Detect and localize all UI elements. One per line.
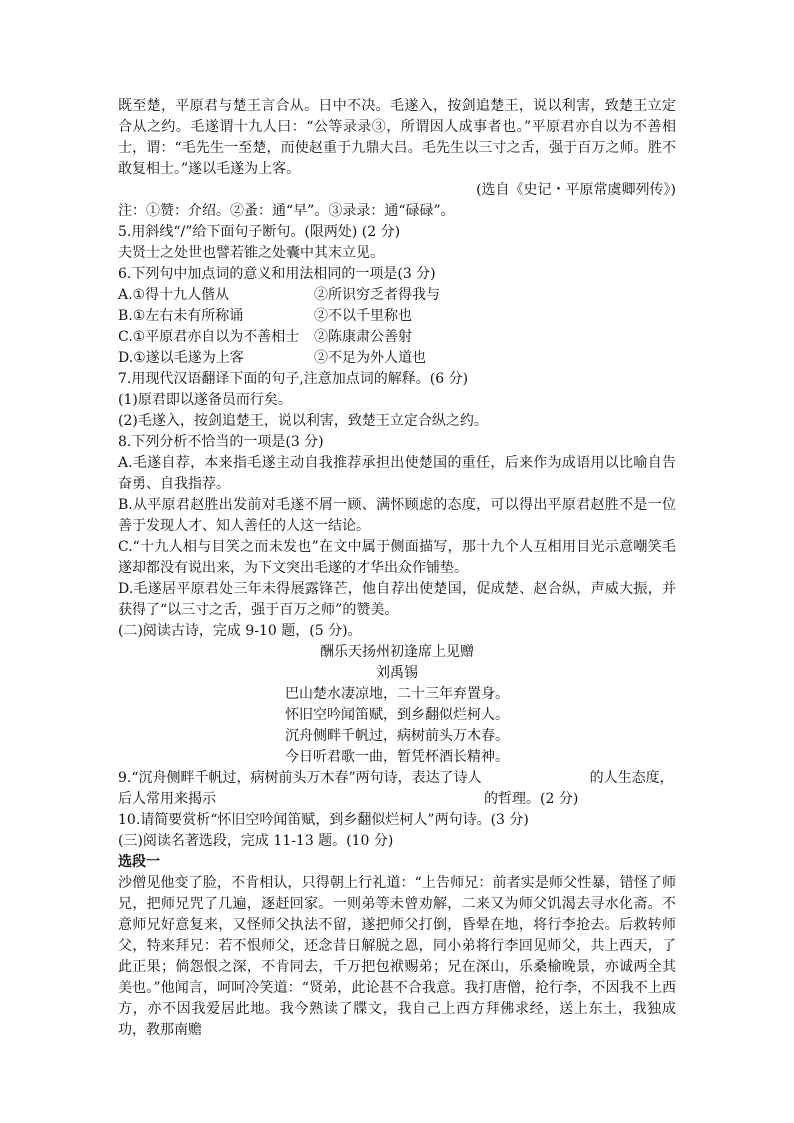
poem-line: 今日听君歌一曲，暂凭杯酒长精神。 (285, 749, 509, 765)
document-page (118, 96, 676, 1041)
q6-option-d-1: D.①遂以毛遂为上客 (118, 350, 244, 366)
passage-source: (选自《史记・平原常虞卿列传》) (476, 182, 676, 198)
q5-stem: 5.用斜线“/”给下面句子断句。(限两处) (2 分) (118, 224, 401, 240)
q9-part-3: 后人常用来揭示 (118, 791, 216, 807)
q7-stem: 7.用现代汉语翻译下面的句子,注意加点词的解释。(6 分) (118, 371, 469, 387)
q6-option-a-1: A.①得十九人偕从 (118, 287, 230, 303)
q6-option-b-2: ②不以千里称也 (314, 308, 412, 324)
q8-option-b: B.从平原君赵胜出发前对毛遂不屑一顾、满怀顾虑的态度，可以得出平原君赵胜不是一位善于发现人才、知人善任的人这一结论。 (118, 497, 676, 534)
q9-line-1 (118, 768, 676, 789)
q9-line-2 (118, 789, 676, 810)
q9-part-2: 的人生态度， (589, 770, 674, 786)
q6-option-b (118, 306, 676, 327)
q8-option-a: A.毛遂自荐，本来指毛遂主动自我推荐承担出使楚国的重任，后来作为成语用以比喻自告奋勇、自我指荐。 (118, 455, 676, 492)
q6-option-d (118, 348, 676, 369)
poem-line: 巴山楚水凄凉地，二十三年弃置身。 (285, 686, 509, 702)
q5-sentence: 夫贤士之处世也譬若锥之处囊中其末立见。 (118, 245, 384, 261)
poem-line: 沉舟侧畔千帆过，病树前头万木春。 (285, 728, 509, 744)
q8-stem: 8.下列分析不恰当的一项是(3 分) (118, 434, 324, 450)
poem-line: 怀旧空吟闻笛赋，到乡翻似烂柯人。 (285, 707, 509, 723)
q8-option-c: C.“十九人相与目笑之而未发也”在文中属于侧面描写，那十九个人互相用目光示意嘲笑毛遂却都没有说出来，为下文突出毛遂的才华出众作铺垫。 (118, 539, 676, 576)
q10-stem: 10.请简要赏析“怀旧空吟闻笛赋，到乡翻似烂柯人”两句诗。(3 分) (118, 812, 529, 828)
q6-stem: 6.下列句中加点词的意义和用法相同的一项是(3 分) (118, 266, 436, 282)
poem-author: 刘禹锡 (376, 665, 418, 681)
section2-heading: (二)阅读古诗，完成 9-10 题，(5 分)。 (118, 623, 362, 639)
q6-option-c-1: C.①平原君亦自以为不善相士 (118, 329, 300, 345)
q6-option-c-2: ②陈康肃公善射 (314, 329, 412, 345)
poem-title: 酬乐天扬州初逢席上见赠 (320, 644, 474, 660)
section3-heading: (三)阅读名著选段，完成 11-13 题。(10 分) (118, 833, 394, 849)
excerpt-text: 沙僧见他变了脸，不肯相认，只得朝上行礼道：“上告师兄：前者实是师父性暴，错怪了师兄，把师兄咒了几遍，逐赶回家。一则弟等未曾劝解，二来又为师父饥渴去寻水化斋。不意师兄好意复来，又怪师父执法不留，遂把师父打倒，昏晕在地，将行李抢去。后救转师父，特来拜兄：若不恨师父，还念昔日解脱之恩，同小弟将行李回见师父，共上西天，了此正果；倘怨恨之深，不肯同去，千万把包袱赐弟；兄在深山，乐桑榆晚景，亦诚两全其美也。”他闻言，呵呵冷笑道：“贤弟，此论甚不合我意。我打唐僧，抢行李，不因我不上西方，亦不因我爱居此地。我今熟读了牒文，我自己上西方拜佛求经，送上东土，我独成功，教那南赡 (118, 875, 676, 1038)
q6-option-a (118, 285, 676, 306)
q9-part-4: 的哲理。(2 分) (484, 791, 579, 807)
q6-option-c (118, 327, 676, 348)
passage-notes: 注：①赞：介绍。②蚤：通“早”。③录录：通“碌碌”。 (118, 203, 455, 219)
q7-sentence-1: (1)原君即以遂备员而行矣。 (118, 392, 292, 408)
q8-option-d: D.毛遂居平原君处三年未得展露锋芒，他自荐出使楚国，促成楚、赵合纵，声威大振，并获得了“以三寸之舌，强于百万之师”的赞美。 (118, 581, 676, 618)
q6-option-a-2: ②所识穷乏者得我与 (314, 287, 440, 303)
q6-option-d-2: ②不足为外人道也 (314, 350, 426, 366)
passage-paragraph: 既至楚，平原君与楚王言合从。日中不决。毛遂入，按剑追楚王，说以利害，致楚王立定合从之约。毛遂谓十九人曰：“公等录录③，所谓因人成事者也。”平原君亦自以为不善相士，谓：“毛先生一至楚，而使赵重于九鼎大吕。毛先生以三寸之舌，强于百万之师。胜不敢复相士。”遂以毛遂为上客。 (118, 98, 676, 177)
q9-part-1: 9.“沉舟侧畔千帆过，病树前头万木春”两句诗，表达了诗人 (118, 770, 482, 786)
excerpt-label: 选段一 (118, 854, 160, 870)
q6-option-b-1: B.①左右未有所称诵 (118, 308, 244, 324)
q7-sentence-2: (2)毛遂入，按剑追楚王，说以利害，致楚王立定合纵之约。 (118, 413, 488, 429)
